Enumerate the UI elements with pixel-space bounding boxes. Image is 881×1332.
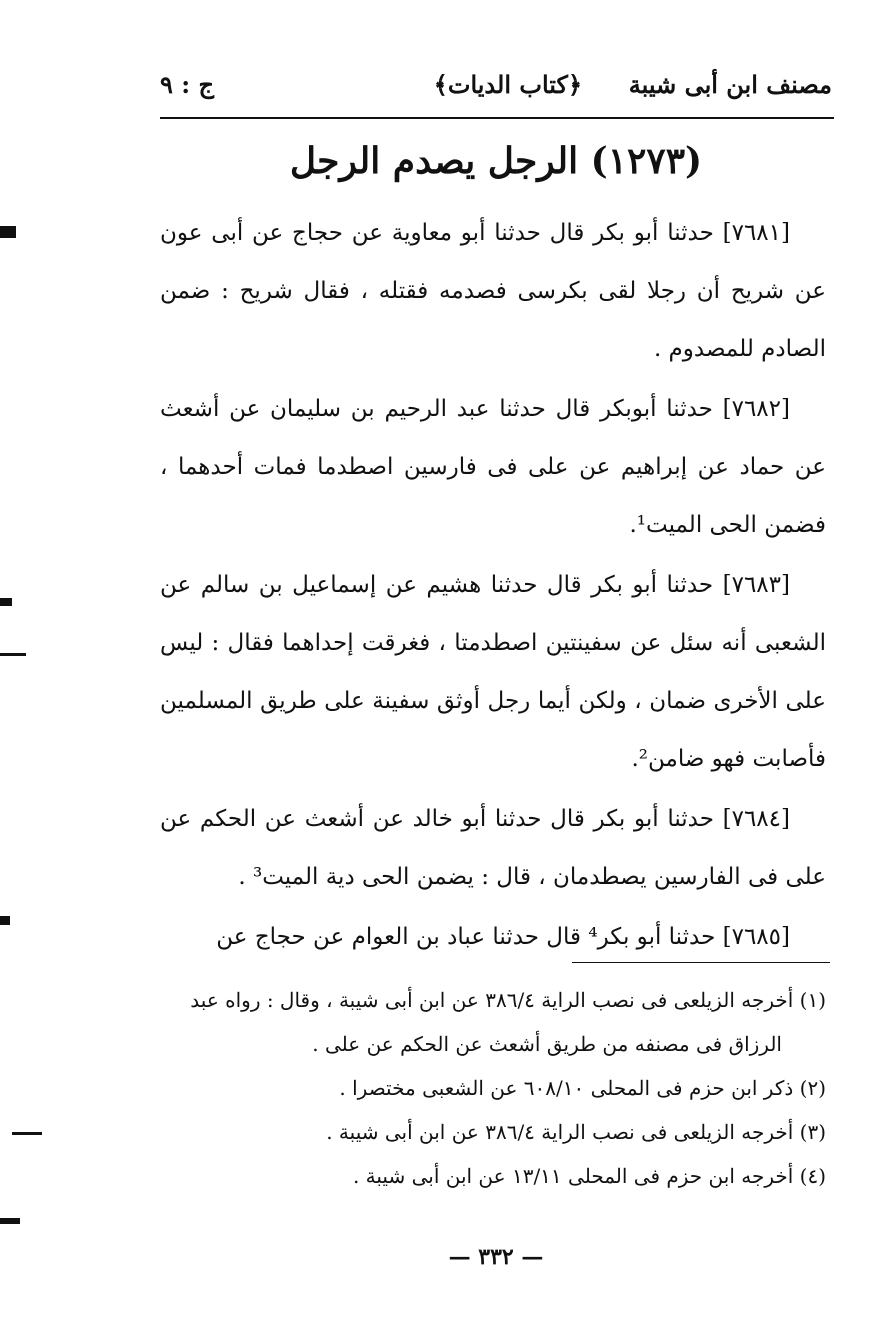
- hadith-7683: [٧٦٨٣] حدثنا أبو بكر قال حدثنا هشيم عن إسماعيل بن سالم عن الشعبى أنه سئل عن سفينتين اصطدمتا ، فغرقت إحداهما فقال : ليس على الأخرى ضمان ، ولكن أيما رجل أوثق سفينة على طريق المسلمين فأصابت فهو ضامن².: [160, 572, 826, 772]
- scan-artifact: [0, 1218, 20, 1224]
- hadith-list: [160, 204, 826, 968]
- scan-artifact: [0, 916, 10, 925]
- hadith-7684: [٧٦٨٤] حدثنا أبو بكر قال حدثنا أبو خالد عن أشعث عن الحكم عن على فى الفارسين يصطدمان ، قال : يضمن الحى دية الميت³ .: [160, 806, 826, 890]
- hadith-7685: [٧٦٨٥] حدثنا أبو بكر⁴ قال حدثنا عباد بن العوام عن حجاج عن: [216, 924, 790, 950]
- footnote-2: (٢) ذكر ابن حزم فى المحلى ٦٠٨/١٠ عن الشعبى مختصرا .: [339, 1076, 826, 1100]
- section-title: (١٢٧٣) الرجل يصدم الرجل: [289, 140, 703, 182]
- footnote-1: (١) أخرجه الزيلعى فى نصب الراية ٣٨٦/٤ عن ابن أبى شيبة ، وقال : رواه عبد الرزاق فى مصنفه من طريق أشعث عن الحكم عن على .: [190, 988, 826, 1056]
- hadith-7681: [٧٦٨١] حدثنا أبو بكر قال حدثنا أبو معاوية عن حجاج عن أبى عون عن شريح أن رجلا لقى بكرسى فصدمه فقتله ، فقال شريح : ضمن الصادم للمصدوم .: [160, 220, 826, 362]
- hadith-7682: [٧٦٨٢] حدثنا أبوبكر قال حدثنا عبد الرحيم بن سليمان عن أشعث عن حماد عن إبراهيم عن على فى فارسين اصطدما فمات أحدهما ، فضمن الحى الميت¹.: [160, 396, 826, 538]
- running-header: [160, 62, 832, 114]
- scan-artifact: [12, 1132, 42, 1135]
- chapter-title: ﴿كتاب الديات﴾: [433, 70, 582, 99]
- volume-number: ج : ٩: [160, 70, 214, 99]
- footnote-divider: [572, 962, 830, 963]
- footnote-3: (٣) أخرجه الزيلعى فى نصب الراية ٣٨٦/٤ عن ابن أبى شيبة .: [326, 1120, 826, 1144]
- header-divider: [160, 117, 834, 119]
- book-title: مصنف ابن أبى شيبة: [628, 70, 832, 99]
- page-number: — ٣٣٢ —: [448, 1244, 544, 1270]
- scan-artifact: [0, 653, 26, 656]
- footnotes: [160, 978, 826, 1198]
- scan-artifact: [0, 226, 16, 238]
- scan-artifact: [0, 598, 12, 606]
- footnote-4: (٤) أخرجه ابن حزم فى المحلى ١٣/١١ عن ابن أبى شيبة .: [352, 1164, 826, 1188]
